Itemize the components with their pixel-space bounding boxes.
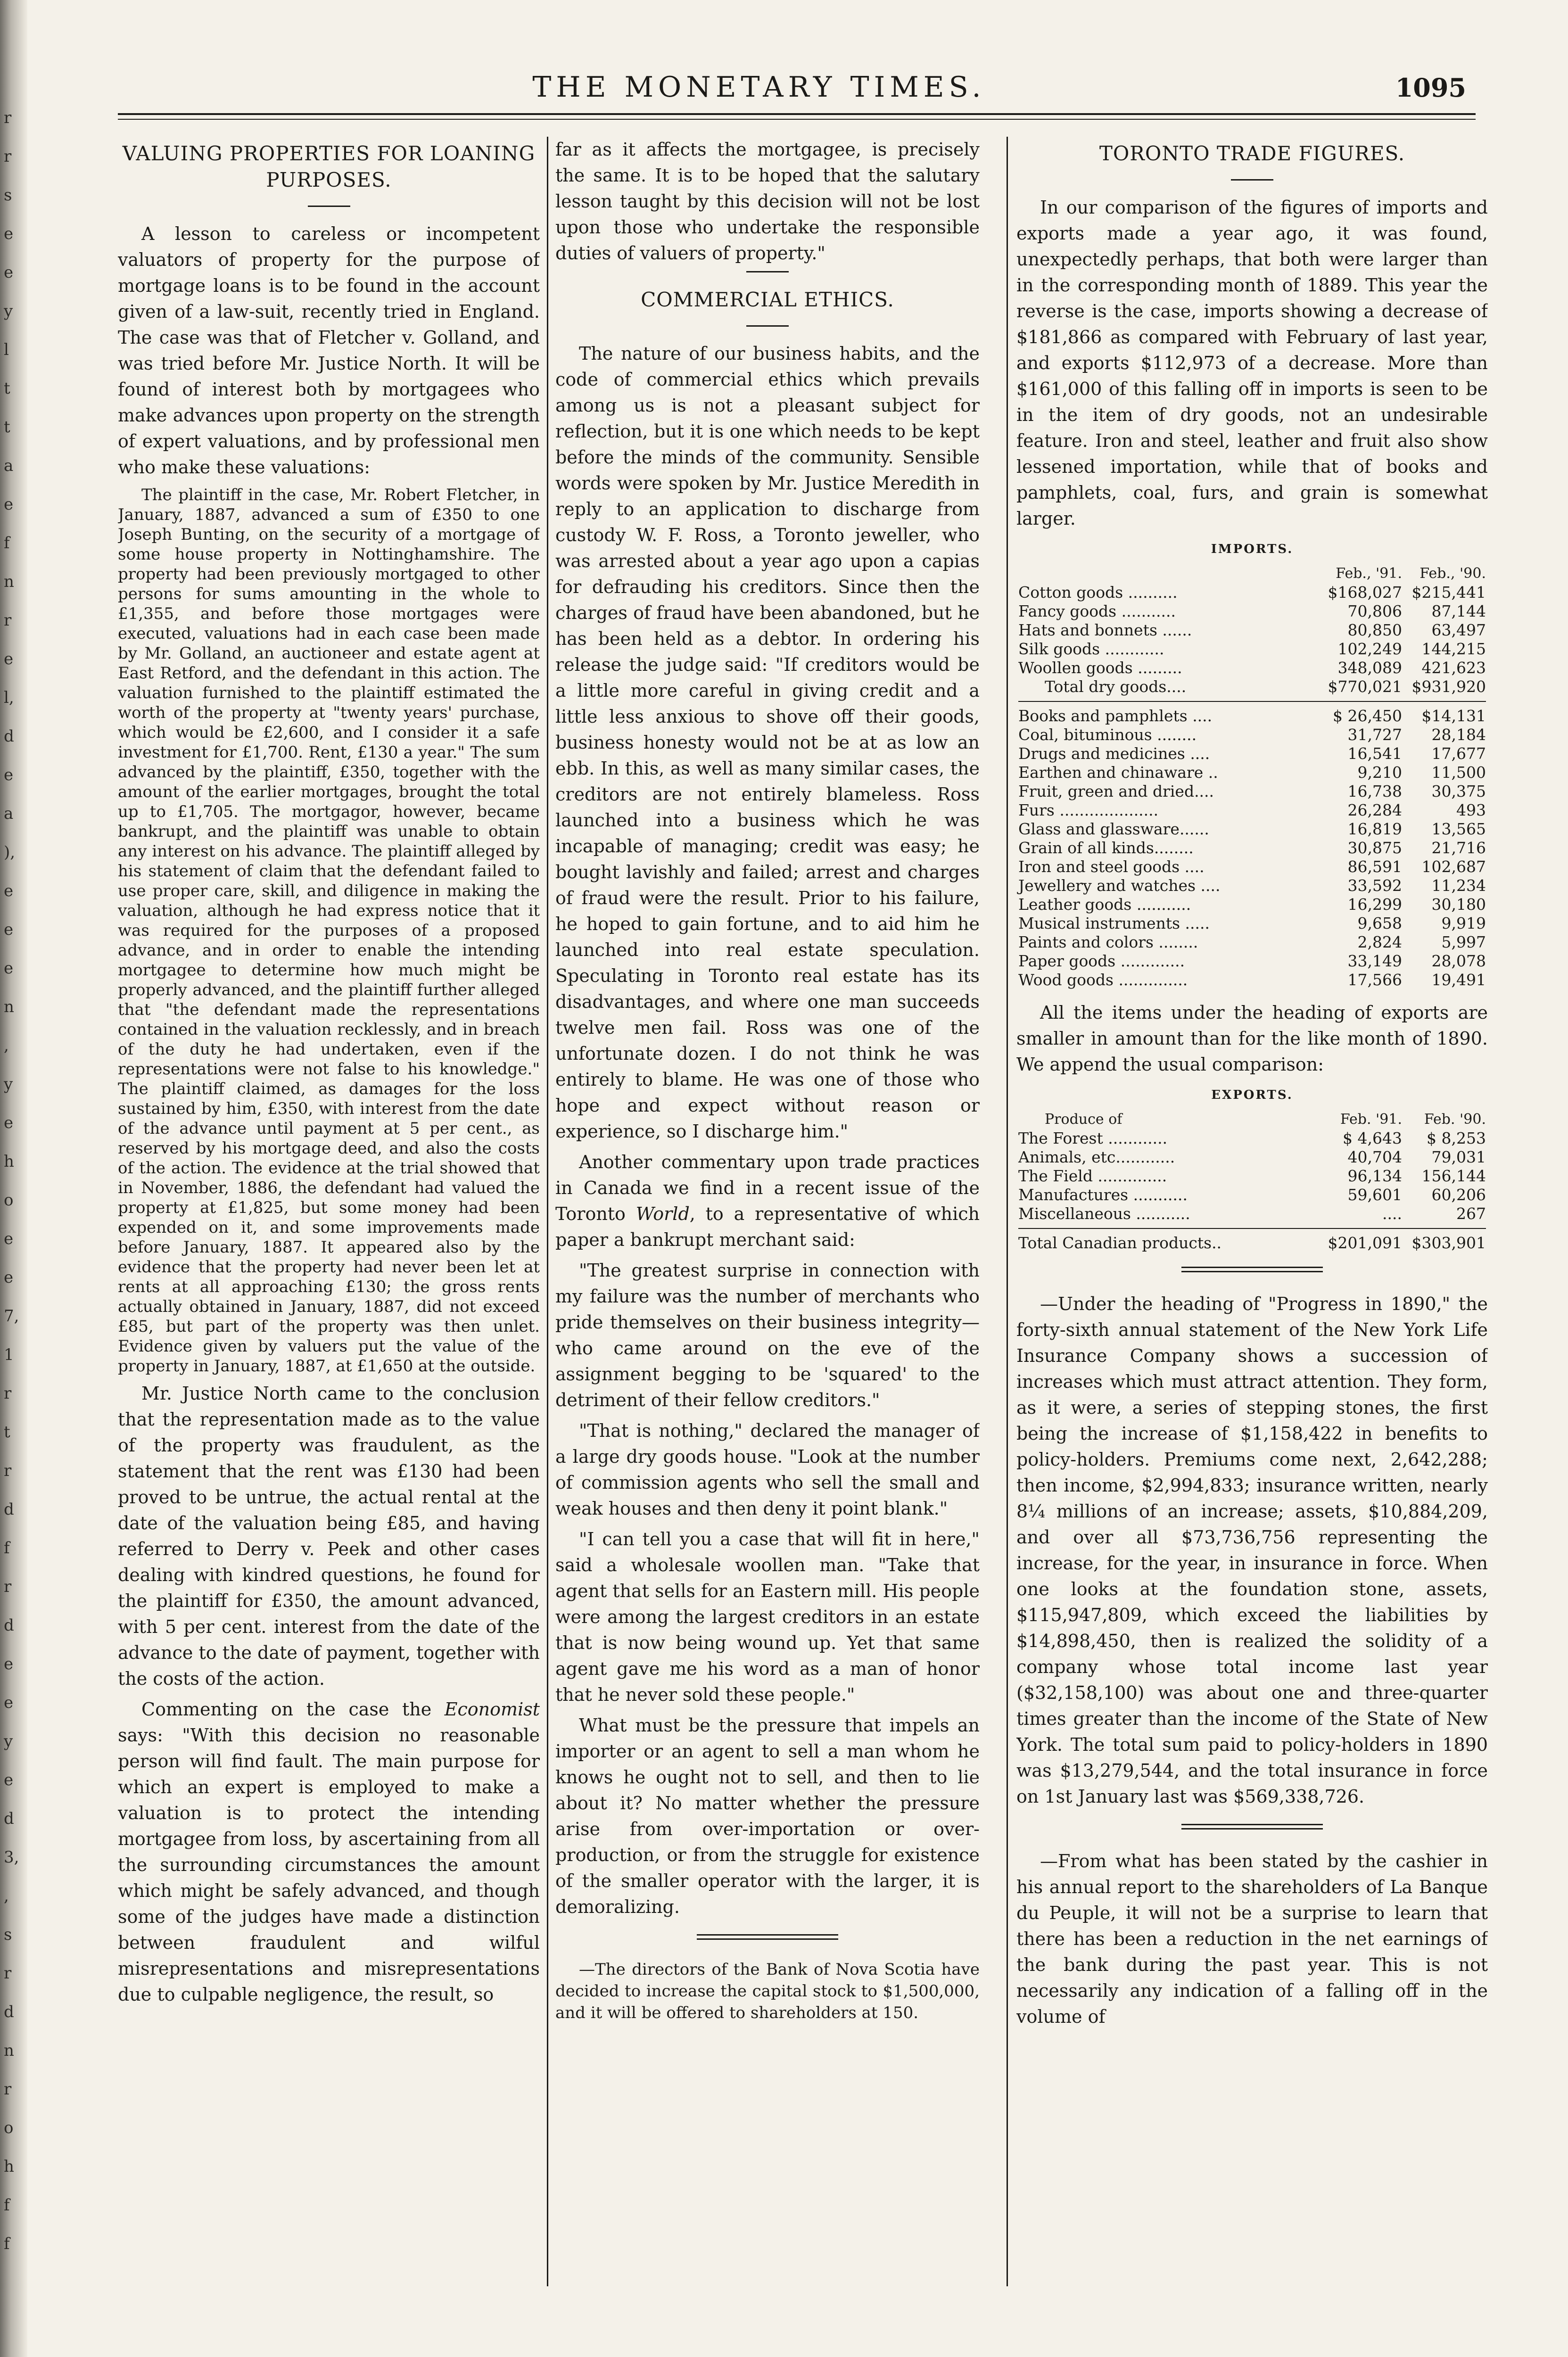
margin-fragment: f	[4, 2234, 10, 2253]
table-row	[1016, 659, 1488, 677]
item-value: 28,078	[1431, 952, 1486, 970]
margin-fragment: t	[4, 1423, 10, 1442]
table-row	[1016, 763, 1488, 782]
table-row	[1016, 707, 1488, 725]
item-label: Wood goods ..............	[1018, 971, 1188, 989]
item-value: 9,210	[1357, 763, 1402, 782]
table-header-row: Feb., '91. Feb., '90.	[1336, 565, 1486, 582]
item-label: Fruit, green and dried....	[1018, 782, 1214, 800]
item-label: Miscellaneous ...........	[1018, 1204, 1190, 1223]
margin-fragment: d	[4, 1500, 14, 1519]
item-label: Iron and steel goods ....	[1018, 857, 1205, 876]
table-row	[1016, 952, 1488, 971]
item-value: 156,144	[1421, 1167, 1486, 1185]
margin-fragment: e	[4, 495, 14, 514]
paragraph: Mr. Justice North came to the conclusion that the representation made as to the value of the property was fraudulent, as the statement that the rent was £130 had been proved to be untrue, the actual rental at the date of the valuation being £85, and having referred to Derry v. Peek and other cases dealing with kindred questions, he found for the plaintiff for £350, the amount advanced, with 5 per cent. interest from the date of the advance to the date of payment, together with the costs of the action.	[118, 1383, 540, 1689]
column-trade-figures	[1016, 137, 1488, 2315]
item-value: 21,716	[1431, 839, 1486, 857]
item-value: 28,184	[1431, 725, 1486, 744]
margin-fragment: f	[4, 2196, 10, 2215]
margin-fragment: r	[4, 2080, 12, 2099]
exports-table	[1016, 1110, 1488, 1253]
paragraph: What must be the pressure that impels an importer or an agent to sell a man whom he knows he ought not to sell, and then to lie about it? No matter whether the pressure arise from over-importation or over-production, or from the struggle for existence of the smaller operator with the larger, it is demoralizing.	[555, 1715, 980, 1917]
margin-fragment: f	[4, 534, 10, 552]
margin-fragment: n	[4, 997, 14, 1016]
table-header-row: Produce of Feb. '91. Feb. '90.	[1045, 1111, 1486, 1128]
margin-fragment: r	[4, 147, 12, 166]
margin-fragment: e	[4, 920, 14, 939]
paragraph: A lesson to careless or incompetent valuators of property for the purpose of mortgage loans is to be found in the account given of a law-suit, recently tried in England. The case was that of Fletcher v. Golland, and was tried before Mr. Justice North. It will be found of interest both by mortgagees who make advances upon property on the strength of expert valuations, and by professional men who make these valuations:	[118, 223, 540, 478]
table-row	[1016, 1167, 1488, 1186]
item-value: 267	[1456, 1204, 1486, 1223]
margin-fragment: e	[4, 1229, 14, 1248]
item-value: 80,850	[1347, 621, 1402, 639]
item-value: $ 8,253	[1427, 1129, 1486, 1147]
table-row	[1016, 583, 1488, 602]
item-value: 86,591	[1347, 857, 1402, 876]
exports-table-title: EXPORTS.	[1211, 1088, 1293, 1102]
margin-fragment: h	[4, 1152, 14, 1171]
item-value: 348,089	[1337, 659, 1402, 677]
item-label: Silk goods ............	[1018, 640, 1164, 658]
margin-fragment: ),	[4, 843, 16, 862]
item-value: 96,134	[1347, 1167, 1402, 1185]
item-value: 59,601	[1347, 1186, 1402, 1204]
item-label: Glass and glassware......	[1018, 820, 1209, 838]
article-title: COMMERCIAL ETHICS.	[641, 288, 894, 311]
margin-fragment: n	[4, 2041, 14, 2060]
paragraph: —From what has been stated by the cashier in his annual report to the shareholders of La Banque du Peuple, it will not be a surprise to learn that there has been a reduction in the net earnings of the bank during the past year. This is not necessarily any indication of a falling off in the volume of	[1016, 1851, 1488, 2027]
item-value: $168,027	[1328, 583, 1402, 602]
table-row	[1016, 725, 1488, 744]
margin-fragment: f	[4, 1539, 10, 1558]
item-value: 493	[1456, 801, 1486, 819]
item-value: 87,144	[1431, 602, 1486, 620]
item-value: 26,284	[1347, 801, 1402, 819]
item-value: 102,687	[1421, 857, 1486, 876]
item-value: 16,541	[1347, 744, 1402, 763]
item-label: Jewellery and watches ....	[1018, 876, 1221, 895]
masthead: THE MONETARY TIMES.	[532, 71, 986, 104]
margin-fragment: e	[4, 882, 14, 900]
margin-fragment: 1	[4, 1345, 14, 1364]
item-value: 11,234	[1431, 876, 1486, 895]
column-rule	[1007, 137, 1008, 2286]
item-value: 31,727	[1347, 725, 1402, 744]
margin-fragment: e	[4, 1771, 14, 1789]
item-value: 16,299	[1347, 895, 1402, 914]
table-row	[1016, 602, 1488, 621]
item-label: Paints and colors ........	[1018, 933, 1198, 951]
quoted-case-summary: The plaintiff in the case, Mr. Robert Fletcher, in January, 1887, advanced a sum of £350 to one Joseph Bunting, on the security of a mortgage of some house property in Nottinghamshire. The property had been previously mortgaged to other persons for sums amounting in the whole to £1,355, and before those mortgages were executed, valuations had in each case been made by Mr. Golland, an auctioneer and estate agent at East Retford, and the defendant in this action. The valuation furnished to the plaintiff estimated the worth of the property at "twenty years' purchase, which would be £2,600, and I consider it a safe investment for £1,700. Rent, £130 a year." The sum advanced by the plaintiff, £350, together with the amount of the earlier mortgages, brought the total up to £1,705. The mortgagor, however, became bankrupt, and the plaintiff was unable to obtain any interest on his advance. The plaintiff alleged by his statement of claim that the defendant failed to use proper care, skill, and diligence in making the valuation, although he had express notice that it was required for the purposes of a proposed advance, and in order to enable the intending mortgagee to determine how much might be properly advanced, and the plaintiff further alleged that "the defendant made the representations contained in the valuation recklessly, and in breach of the duty he had undertaken, even if the representations were not false to his knowledge." The plaintiff claimed, as damages for the loss sustained by him, £350, with interest from the date of the advance until payment at 5 per cent., as reserved by his mortgage deed, and also the costs of the action. The evidence at the trial showed that in November, 1886, the defendant had valued the property at £1,825, but some money had been expended on it, and some improvements made before January, 1887. It appeared also by the evidence that the property had never been let at rents at all approaching £130; the gross rents actually obtained in January, 1887, did not exceed £85, but part of the property was then unlet. Evidence given by valuers put the value of the property in January, 1887, at £1,650 at the outside.	[118, 486, 540, 1376]
margin-fragment: r	[4, 108, 12, 127]
margin-fragment: o	[4, 1191, 14, 1210]
double-rule	[697, 1934, 838, 1940]
column-rule	[547, 137, 548, 2286]
margin-fragment: t	[4, 418, 10, 437]
item-value: 2,824	[1357, 933, 1402, 951]
margin-fragment: o	[4, 2118, 14, 2137]
item-value: 79,031	[1431, 1148, 1486, 1166]
margin-fragment: e	[4, 224, 14, 243]
table-row	[1016, 1204, 1488, 1223]
item-value: 30,875	[1347, 839, 1402, 857]
paragraph: Commenting on the case the Economist says: "With this decision no reasonable person will find fault. The main purpose for which an expert is employed to make a valuation is to protect the intending mortgagee from loss, by ascertaining from all the surrounding circumstances the amount which might be safely advanced, and though some of the judges have made a distinction between fraudulent and wilful misrepresentations and misrepresentations due to culpable negligence, the result, so	[118, 1699, 540, 2005]
table-row	[1016, 782, 1488, 801]
margin-fragment: e	[4, 1113, 14, 1132]
item-value: 5,997	[1441, 933, 1486, 951]
item-label: The Forest ............	[1018, 1129, 1168, 1147]
item-value: 33,149	[1347, 952, 1402, 970]
column-valuing-properties	[118, 137, 540, 2315]
item-value: 60,206	[1431, 1186, 1486, 1204]
item-label: Manufactures ...........	[1018, 1186, 1188, 1204]
margin-fragment: a	[4, 804, 14, 823]
item-label: Hats and bonnets ......	[1018, 621, 1192, 639]
margin-fragment: ,	[4, 1036, 9, 1055]
margin-fragment: e	[4, 650, 14, 668]
margin-fragment: 7,	[4, 1307, 19, 1326]
item-value: 144,215	[1421, 640, 1486, 658]
paragraph: Another commentary upon trade practices in Canada we find in a recent issue of the Toronto World, to a representative of which paper a bankrupt merchant said:	[555, 1152, 980, 1250]
margin-fragment: e	[4, 766, 14, 784]
paragraph: —Under the heading of "Progress in 1890," the forty-sixth annual statement of the New York Life Insurance Company shows a succession of increases which must attract attention. They form, as it were, a series of stepping stones, the first being the increase of $1,158,422 in benefits to policy-holders. Premiums come next, 2,642,288; then income, $2,994,833; insurance written, nearly 8¼ millions of an increase; assets, $10,884,209, and over all $73,736,756 representing the increase, for the year, in insurance in force. When one looks at the foundation stone, assets, $115,947,809, which exceed the liabilities by $14,898,450, then is realized the solidity of a company whose total income last year ($32,158,100) was about one and three-quarter times greater than the income of the State of New York. The total sum paid to policy-holders in 1890 was $13,279,544, and the total insurance in force on 1st January last was $569,338,726.	[1016, 1294, 1488, 1807]
item-label: Cotton goods ..........	[1018, 583, 1178, 602]
margin-fragment: s	[4, 186, 12, 205]
item-label: Woollen goods .........	[1018, 659, 1182, 677]
paragraph: "I can tell you a case that will fit in here," said a wholesale woollen man. "Take that agent that sells for an Eastern mill. His people were among the largest creditors in an estate that is now being wound up. Yet that same agent gave me his word as a man of honor that he never sold these people."	[555, 1529, 980, 1705]
item-label: The Field ..............	[1018, 1167, 1167, 1185]
margin-fragment: h	[4, 2157, 14, 2176]
item-value: $215,441	[1411, 583, 1486, 602]
margin-fragment: e	[4, 263, 14, 282]
item-value: 40,704	[1347, 1148, 1402, 1166]
item-value: 102,249	[1337, 640, 1402, 658]
item-value: 9,919	[1441, 914, 1486, 932]
table-total-row: Total Canadian products.. $201,091 $303,901	[1018, 1234, 1486, 1252]
item-label: Fancy goods ...........	[1018, 602, 1176, 620]
table-row	[1016, 744, 1488, 763]
publication-name: Economist	[444, 1699, 540, 1720]
table-row	[1016, 876, 1488, 895]
item-label: Furs ....................	[1018, 801, 1159, 819]
item-value: 16,738	[1347, 782, 1402, 800]
margin-fragments	[0, 0, 19, 2357]
item-value: 17,677	[1431, 744, 1486, 763]
margin-fragment: s	[4, 1925, 12, 1944]
margin-fragment: d	[4, 727, 14, 746]
paragraph: The nature of our business habits, and the code of commercial ethics which prevails among us is not a pleasant subject for reflection, but it is one which needs to be kept before the minds of the community. Sensible words were spoken by Mr. Justice Meredith in reply to an application to discharge from custody W. F. Ross, a Toronto jeweller, who was arrested about a year ago upon a capias for defrauding his creditors. Since then the charges of fraud have been abandoned, but he has been held as a debtor. In ordering his release the judge said: "If creditors would be a little more careful in giving credit and a little less anxious to shove off their goods, business honesty would not be at as low an ebb. In this, as well as many similar cases, the creditors are not entirely blameless. Ross launched into a business which he was incapable of managing; credit was easy; he bought lavishly and failed; arrest and charges of fraud were the result. Prior to his failure, he hoped to gain fortune, and to aid him he launched into real estate speculation. Speculating in Toronto real estate has its disadvantages, and where one man succeeds twelve men fail. Ross was one of the unfortunate dozen. I do not think he was entirely to blame. He was one of those who hope and expect without reason or experience, so I discharge him."	[555, 343, 980, 1142]
page-header	[156, 71, 1476, 113]
imports-table-title: IMPORTS.	[1211, 542, 1294, 556]
imports-table	[1016, 564, 1488, 989]
page-number: 1095	[1395, 73, 1466, 103]
publication-name: World	[635, 1203, 690, 1224]
header-rule	[118, 113, 1476, 115]
item-value: 17,566	[1347, 971, 1402, 989]
margin-fragment: r	[4, 1461, 12, 1480]
margin-fragment: y	[4, 1075, 13, 1094]
column-commercial-ethics	[555, 137, 980, 2315]
double-rule	[1181, 1824, 1323, 1830]
margin-fragment: d	[4, 2003, 14, 2021]
table-row	[1016, 1186, 1488, 1204]
item-label: Grain of all kinds........	[1018, 839, 1194, 857]
margin-fragment: e	[4, 1693, 14, 1712]
table-row	[1016, 801, 1488, 820]
item-value: $14,131	[1421, 707, 1486, 725]
table-row	[1016, 1129, 1488, 1148]
item-value: 19,491	[1431, 971, 1486, 989]
paragraph: All the items under the heading of exports are smaller in amount than for the like month of 1890. We append the usual comparison:	[1016, 1002, 1488, 1075]
item-label: Books and pamphlets ....	[1018, 707, 1213, 725]
margin-fragment: y	[4, 1732, 13, 1751]
margin-fragment: l	[4, 340, 9, 359]
item-value: 16,819	[1347, 820, 1402, 838]
article-title: VALUING PROPERTIES FOR LOANING PURPOSES.	[122, 142, 536, 191]
margin-fragment: n	[4, 572, 14, 591]
item-value: 30,375	[1431, 782, 1486, 800]
item-label: Musical instruments .....	[1018, 914, 1210, 932]
table-row	[1016, 621, 1488, 640]
item-label: Earthen and chinaware ..	[1018, 763, 1218, 782]
margin-fragment: a	[4, 456, 14, 475]
margin-fragment: r	[4, 611, 12, 630]
margin-fragment: ,	[4, 1887, 9, 1905]
margin-fragment: e	[4, 959, 14, 978]
item-value: 13,565	[1431, 820, 1486, 838]
item-value: $ 26,450	[1333, 707, 1402, 725]
table-row	[1016, 895, 1488, 914]
item-value: 30,180	[1431, 895, 1486, 914]
section-rule	[746, 271, 789, 272]
header-rule-thin	[118, 119, 1476, 120]
item-value: $ 4,643	[1343, 1129, 1402, 1147]
margin-fragment: e	[4, 1268, 14, 1287]
margin-fragment: e	[4, 1655, 14, 1673]
table-row	[1016, 820, 1488, 839]
table-row	[1016, 640, 1488, 659]
continued-paragraph: far as it affects the mortgagee, is precisely the same. It is to be hoped that the salutary lesson taught by this decision will not be lost upon those who undertake the responsible duties of valuers of property."	[555, 139, 980, 264]
title-rule	[308, 206, 350, 207]
margin-fragment: d	[4, 1809, 14, 1828]
title-rule	[746, 325, 789, 327]
margin-fragment: r	[4, 1964, 12, 1983]
item-value: 421,623	[1421, 659, 1486, 677]
table-total-row: Total dry goods.... $770,021 $931,920	[1045, 677, 1486, 696]
item-value: 63,497	[1431, 621, 1486, 639]
margin-fragment: y	[4, 302, 13, 321]
item-value: 11,500	[1431, 763, 1486, 782]
table-row	[1016, 933, 1488, 952]
double-rule	[1181, 1267, 1323, 1272]
paragraph: In our comparison of the figures of imports and exports made a year ago, it was found, unexpectedly perhaps, that both were larger than in the corresponding month of 1889. This year the reverse is the case, imports showing a decrease of $181,866 as compared with February of last year, and exports $112,973 of a decrease. More than $161,000 of this falling off in imports is seen to be in the item of dry goods, not an undesirable feature. Iron and steel, leather and fruit also show lessened importation, while that of books and pamphlets, coal, furs, and grain is somewhat larger.	[1016, 197, 1488, 529]
table-row	[1016, 857, 1488, 876]
margin-fragment: d	[4, 1616, 14, 1635]
item-label: Leather goods ...........	[1018, 895, 1191, 914]
table-row	[1016, 839, 1488, 857]
table-row	[1016, 971, 1488, 989]
item-label: Drugs and medicines ....	[1018, 744, 1210, 763]
table-row	[1016, 914, 1488, 933]
margin-fragment: t	[4, 379, 10, 398]
article-title: TORONTO TRADE FIGURES.	[1099, 142, 1405, 165]
margin-fragment: r	[4, 1577, 12, 1596]
title-rule	[1231, 179, 1273, 181]
table-row	[1016, 1148, 1488, 1167]
item-value: 33,592	[1347, 876, 1402, 895]
item-value: 70,806	[1347, 602, 1402, 620]
item-label: Paper goods .............	[1018, 952, 1185, 970]
item-value: ....	[1382, 1204, 1402, 1223]
margin-fragment: 3,	[4, 1848, 19, 1867]
paragraph: "The greatest surprise in connection with my failure was the number of merchants who pride themselves on their business integrity—who came around on the eve of the assignment begging to be 'squared' to the detriment of their fellow creditors."	[555, 1260, 980, 1410]
paragraph: "That is nothing," declared the manager of a large dry goods house. "Look at the number of commission agents who sell the small and weak houses and then deny it point blank."	[555, 1420, 980, 1519]
margin-fragment: r	[4, 1384, 12, 1403]
item-value: 9,658	[1357, 914, 1402, 932]
item-label: Coal, bituminous ........	[1018, 725, 1197, 744]
margin-fragment: l,	[4, 688, 14, 707]
item-label: Animals, etc............	[1018, 1148, 1175, 1166]
news-note: —The directors of the Bank of Nova Scotia have decided to increase the capital stock to $1,500,000, and it will be offered to shareholders at 150.	[555, 1960, 980, 2022]
